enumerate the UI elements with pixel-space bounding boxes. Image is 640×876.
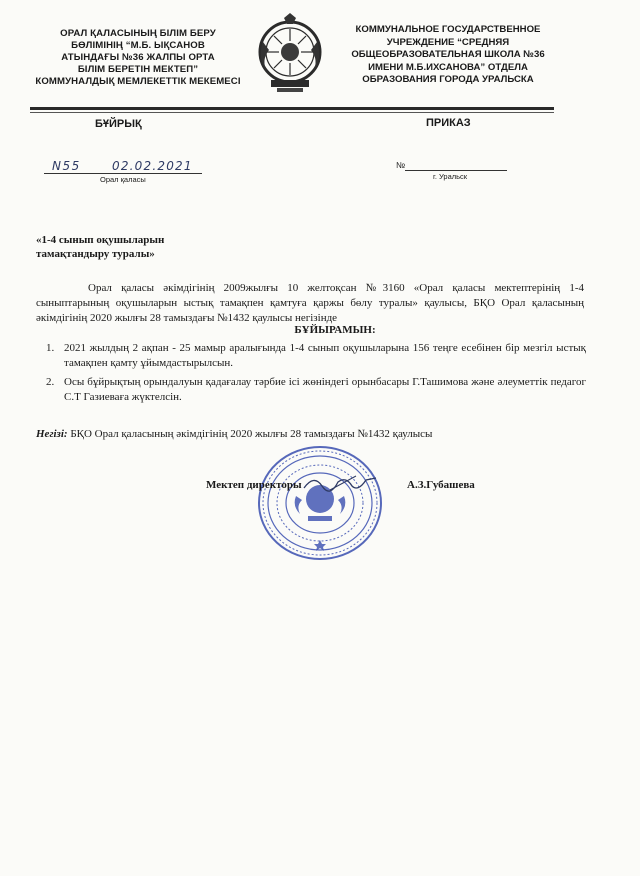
signature-icon (300, 470, 380, 496)
header-right-line: ИМЕНИ М.Б.ИХСАНОВА” ОТДЕЛА (368, 61, 528, 73)
header-divider-thin (30, 112, 554, 113)
official-stamp-icon (256, 444, 384, 562)
basis-text: БҚО Орал қаласының әкімдігінің 2020 жылғы 28 тамыздағы №1432 қаулысы (67, 428, 433, 440)
header-right-line: ОБРАЗОВАНИЯ ГОРОДА УРАЛЬСКА (362, 74, 534, 85)
order-item (46, 375, 586, 405)
basis (36, 427, 596, 442)
signatory-name: А.З.Губашева (407, 479, 475, 491)
order-item-text: 2021 жылдың 2 ақпан - 25 мамыр аралығында 1-4 сынып оқушыларына 156 теңге есебінен бір мезгіл ыстық тамақпен қамту ұйымдастырылсын. (64, 342, 586, 369)
city-label-kz: Орал қаласы (100, 175, 146, 184)
signatory-role: Мектеп директоры (206, 479, 302, 491)
header-right-line: ОБЩЕОБРАЗОВАТЕЛЬНАЯ ШКОЛА №36 (351, 49, 545, 60)
header-divider (30, 107, 554, 110)
header-right-line: УЧРЕЖДЕНИЕ “СРЕДНЯЯ (386, 36, 510, 48)
preamble (36, 281, 584, 326)
order-heading: БҰЙЫРАМЫН: (294, 324, 376, 336)
order-item-text: Осы бұйрықтың орындалуын қадағалау тәрбие ісі жөніндегі орынбасары Г.Ташимова және әлеуметтік педагог С.Т Газиеваға жүктелсін. (64, 376, 586, 403)
document-title-kz: БҰЙРЫҚ (95, 118, 142, 130)
subject-line: «1-4 сынып оқушыларын (36, 234, 165, 246)
handwritten-number: N55 (52, 159, 81, 173)
order-item (46, 341, 586, 371)
header-left-line: АТЫНДАҒЫ №36 ЖАЛПЫ ОРТА (61, 52, 215, 63)
number-underline-ru (405, 170, 507, 171)
header-left-kz (22, 28, 254, 88)
preamble-text: Орал қаласы әкімдігінің 2009жылғы 10 желтоқсан №3160 «Орал қаласы мектептерінің 1-4 сыныптарының оқушыларын ыстық тамақпен қамтуға қаржы бөлу туралы» қаулысы, БҚО Орал қаласының әкімдігінің 2020 жылғы 28 тамыздағы №1432 қаулысы негізінде (36, 282, 584, 324)
order-item-number: 2. (46, 376, 55, 388)
header-left-line: КОММУНАЛДЫҚ МЕМЛЕКЕТТІК МЕКЕМЕСІ (35, 76, 241, 87)
order-subject (36, 233, 256, 261)
city-label-ru: г. Уральск (433, 172, 468, 181)
number-underline (44, 173, 202, 174)
header-left-line: ОРАЛ ҚАЛАСЫНЫҢ БІЛІМ БЕРУ (60, 28, 216, 39)
header-right-line: КОММУНАЛЬНОЕ ГОСУДАРСТВЕННОЕ (355, 24, 541, 35)
order-item-number: 1. (46, 342, 55, 354)
header-left-line: БӨЛІМІНІҢ “М.Б. ЫҚСАНОВ (71, 40, 205, 51)
state-emblem-icon (257, 12, 323, 96)
handwritten-date: 02.02.2021 (112, 159, 193, 173)
number-sign: № (396, 160, 406, 170)
document-title-ru: ПРИКАЗ (426, 117, 471, 129)
subject-line: тамақтандыру туралы» (36, 248, 155, 260)
header-left-line: БІЛІМ БЕРЕТІН МЕКТЕП” (77, 64, 199, 75)
basis-label: Негізі: (36, 428, 68, 440)
header-right-ru (336, 24, 560, 87)
order-items (46, 341, 586, 409)
